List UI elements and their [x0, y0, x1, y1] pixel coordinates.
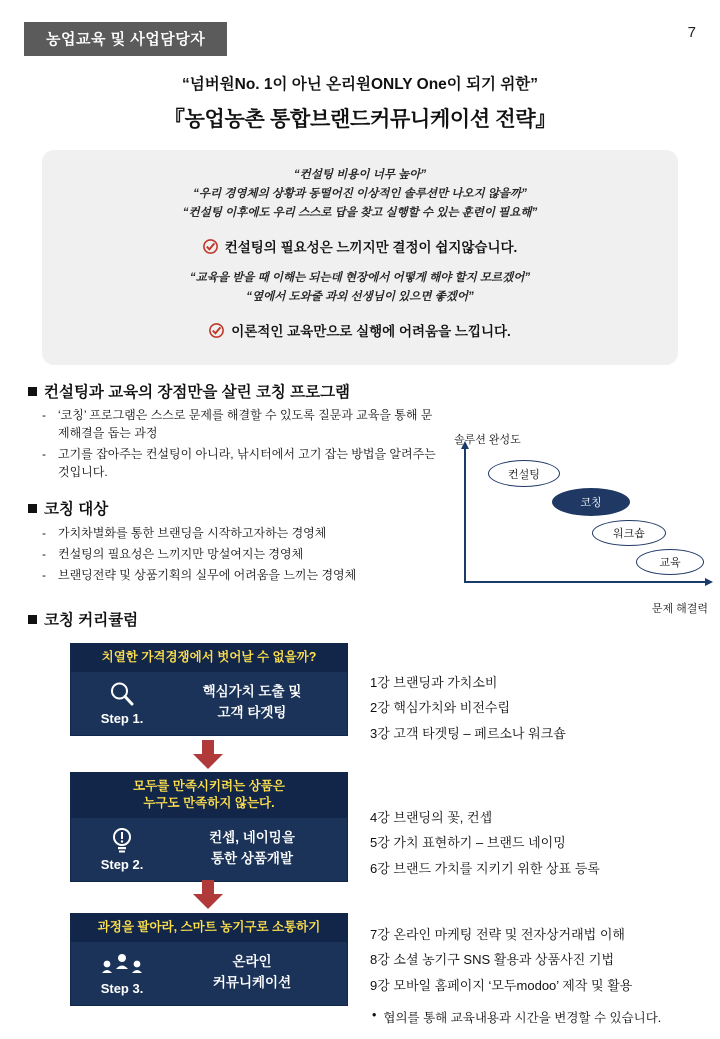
quote-line: “컨설팅 이후에도 우리 스스로 답을 찾고 실행할 수 있는 훈련이 필요해”: [182, 206, 538, 219]
square-bullet-icon: [28, 387, 37, 396]
subtitle: “넘버원No. 1이 아닌 온리원ONLY One이 되기 위한”: [181, 76, 539, 93]
footnote-text: 협의를 통해 교육내용과 시간을 변경할 수 있습니다.: [383, 1011, 662, 1025]
step-2-title: [71, 773, 347, 818]
step-3-line-2: 커뮤니케이션: [212, 975, 292, 991]
chart-point-consulting: 컨설팅: [488, 460, 560, 487]
step-1-line-2: 고객 타겟팅: [217, 705, 287, 721]
title-block: [0, 72, 720, 133]
step-1-title: 치열한 가격경쟁에서 벗어날 수 없을까?: [71, 644, 347, 672]
section-heading-coaching-text: 컨설팅과 교육의 장점만을 살린 코칭 프로그램: [44, 384, 351, 401]
arrow-down-icon-2: [190, 880, 226, 910]
step-3-line-1: 온라인: [232, 953, 272, 969]
list-item-text: 고기를 잡아주는 컨설팅이 아니라, 낚시터에서 고기 잡는 방법을 알려주는 것입니다.: [58, 447, 436, 479]
lightbulb-icon: [79, 825, 165, 855]
check-icon: [203, 239, 218, 254]
solution-chart: [452, 432, 714, 615]
square-bullet-icon: [28, 504, 37, 513]
step-2-text: [165, 827, 339, 870]
quote-line: “우리 경영체의 상황과 동떨어진 이상적인 솔루션만 나오지 않을까”: [193, 187, 527, 200]
lecture-group-2: [370, 805, 600, 881]
lecture-item: 4강 브랜딩의 꽃, 컨셉: [370, 810, 493, 825]
step-3-title: 과정을 팔아라, 스마트 농기구로 소통하기: [71, 914, 347, 942]
lecture-item: 3강 고객 타겟팅 – 페르소나 워크숍: [370, 725, 566, 741]
step-1-body: [71, 672, 347, 735]
header-tag: 농업교육 및 사업담당자: [24, 22, 227, 56]
quote-box: [42, 150, 678, 365]
list-item-text: 컨설팅의 필요성은 느끼지만 망설여지는 경영체: [58, 547, 304, 561]
dash-icon: -: [42, 408, 46, 422]
page-number: 7: [687, 24, 696, 41]
quote-result-2: [42, 320, 678, 340]
lecture-group-1: [370, 670, 566, 746]
chart-y-axis: [464, 448, 466, 582]
lecture-item: 9강 모바일 홈페이지 ‘모두modoo’ 제작 및 활용: [370, 977, 633, 993]
section-heading-target-text: 코칭 대상: [44, 501, 109, 518]
section-heading-curriculum: [28, 608, 138, 630]
section-heading-curriculum-text: 코칭 커리큘럼: [44, 612, 139, 629]
lecture-item: 2강 핵심가치와 비전수립: [370, 700, 511, 716]
footnote: [372, 1008, 661, 1026]
list-item-text: 브랜딩전략 및 상품기획의 실무에 어려움을 느끼는 경영체: [58, 568, 357, 582]
step-2-left: [79, 825, 165, 872]
chart-y-axis-label: 솔루션 완성도: [454, 434, 521, 446]
dash-icon: -: [42, 568, 46, 582]
list-item: [42, 406, 442, 442]
step-card-2: [70, 772, 348, 882]
step-card-3: [70, 913, 348, 1006]
header: [0, 22, 720, 52]
step-2-body: [71, 818, 347, 881]
lecture-item: 5강 가치 표현하기 – 브랜드 네이밍: [370, 835, 566, 851]
list-item: [42, 545, 452, 563]
coaching-bullets: [42, 406, 442, 484]
list-item: [42, 566, 452, 584]
list-item-text: ‘코칭’ 프로그램은 스스로 문제를 해결할 수 있도록 질문과 교육을 통해 문제해결을 돕는 과정: [58, 408, 433, 440]
step-1-left: [79, 679, 165, 726]
list-item-text: 가치차별화를 통한 브랜딩을 시작하고자하는 경영체: [58, 526, 327, 540]
step-2-line-2: 통한 상품개발: [211, 851, 293, 867]
step-card-1: [70, 643, 348, 736]
quote-result-2-text: 이론적인 교육만으로 실행에 어려움을 느낍니다.: [231, 323, 511, 339]
step-2-title-line-1: 모두를 만족시키려는 상품은: [133, 779, 285, 793]
arrow-down-icon-1: [190, 740, 226, 770]
step-2-label: Step 2.: [100, 856, 144, 872]
lecture-item: 8강 소셜 농기구 SNS 활용과 상품사진 기법: [370, 952, 615, 968]
square-bullet-icon: [28, 615, 37, 624]
dash-icon: -: [42, 526, 46, 540]
lecture-item: 7강 온라인 마케팅 전략 및 전자상거래법 이해: [370, 927, 625, 942]
step-3-text: [165, 951, 339, 994]
lecture-item: 6강 브랜드 가치를 지키기 위한 상표 등록: [370, 860, 600, 876]
section-heading-coaching: [28, 380, 350, 402]
list-item: [42, 524, 452, 542]
spacer: [42, 256, 678, 269]
quote-result-1-text: 컨설팅의 필요성은 느끼지만 결정이 쉽지않습니다.: [224, 239, 518, 255]
step-3-label: Step 3.: [100, 980, 144, 996]
step-1-label: Step 1.: [100, 710, 144, 726]
chart-point-workshop: 워크숍: [592, 520, 666, 546]
people-network-icon: [79, 949, 165, 979]
list-item: [42, 445, 442, 481]
section-heading-target: [28, 497, 108, 519]
lecture-item: 1강 브랜딩과 가치소비: [370, 675, 498, 690]
step-2-line-1: 컨셉, 네이밍을: [209, 829, 295, 845]
quote-line: “컨설팅 비용이 너무 높아”: [293, 169, 427, 181]
chart-point-education: 교육: [636, 549, 704, 575]
step-3-body: [71, 942, 347, 1005]
quote-line: “옆에서 도와줄 과외 선생님이 있으면 좋겠어”: [246, 290, 474, 303]
chart-x-axis-label: 문제 해결력: [651, 603, 708, 615]
dash-icon: -: [42, 547, 46, 561]
quote-line: “교육을 받을 때 이해는 되는데 현장에서 어떻게 해야 할지 모르겠어”: [189, 271, 531, 284]
quote-result-1: [42, 236, 678, 256]
check-icon: [209, 323, 224, 338]
dash-icon: -: [42, 447, 46, 461]
chart-x-axis: [464, 581, 706, 583]
magnifier-icon: [79, 679, 165, 709]
step-1-line-1: 핵심가치 도출 및: [202, 683, 302, 699]
step-2-title-line-2: 누구도 만족하지 않는다.: [143, 795, 275, 810]
target-bullets: [42, 524, 452, 587]
step-1-text: [165, 681, 339, 724]
step-3-left: [79, 949, 165, 996]
chart-point-coaching: 코칭: [552, 488, 630, 516]
page-title: 『농업농촌 통합브랜드커뮤니케이션 전략』: [163, 108, 557, 131]
bullet-dot-icon: •: [372, 1008, 377, 1022]
lecture-group-3: [370, 922, 632, 998]
